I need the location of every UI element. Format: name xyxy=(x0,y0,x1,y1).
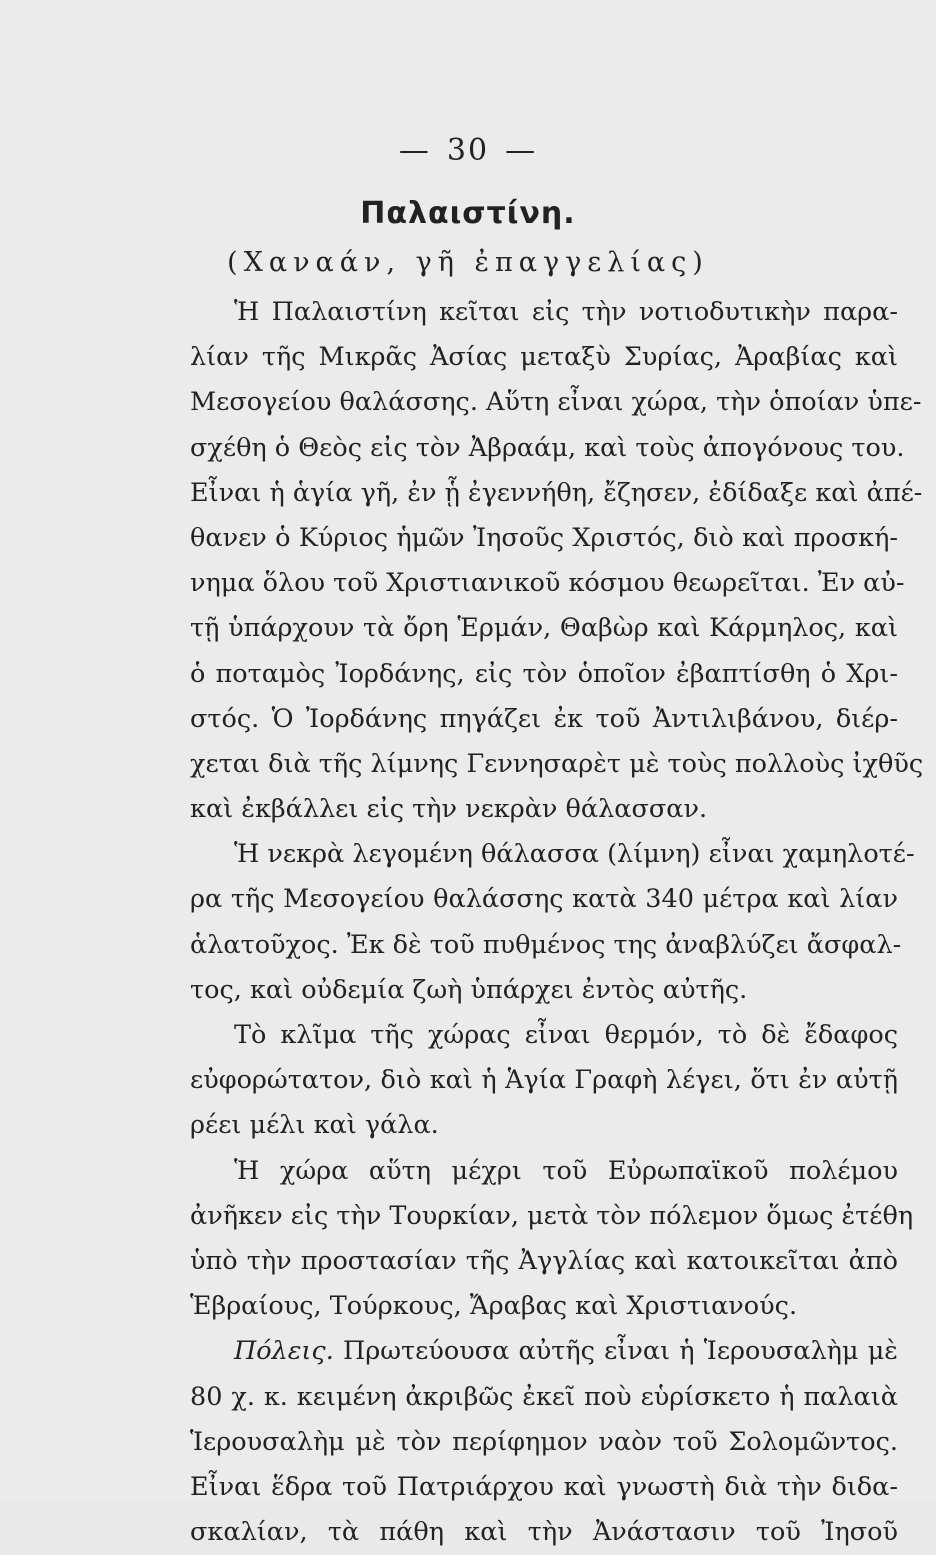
text-line xyxy=(190,1013,898,1058)
page-number-dash-right: — xyxy=(505,133,538,168)
text-line xyxy=(190,832,915,877)
text-line-content: ὁ ποταμὸς Ἰορδάνης, εἰς τὸν ὁποῖον ἐβαπτίσθη ὁ Χρι- xyxy=(190,658,898,689)
text-line-content: Εἶναι ἡ ἁγία γῆ, ἐν ᾗ ἐγεννήθη, ἔζησεν, ἐδίδαξε καὶ ἀπέ- xyxy=(190,477,923,508)
text-line xyxy=(190,1239,898,1284)
text-line xyxy=(190,606,898,651)
text-line xyxy=(190,742,924,787)
text-line xyxy=(190,1510,898,1555)
page-number-value: 30 xyxy=(446,133,490,168)
text-line-content: νημα ὅλου τοῦ Χριστιανικοῦ κόσμου θεωρεῖται. Ἐν αὐ- xyxy=(190,568,905,599)
text-line-content: Εἶναι ἕδρα τοῦ Πατριάρχου καὶ γνωστὴ διὰ τὴν διδα- xyxy=(190,1471,898,1502)
text-line xyxy=(190,787,898,832)
text-line-content: θανεν ὁ Κύριος ἡμῶν Ἰησοῦς Χριστός, διὸ καὶ προσκή- xyxy=(190,522,898,553)
text-line-content: 80 χ. κ. κειμένη ἀκριβῶς ἐκεῖ ποὺ εὑρίσκετο ἡ παλαιὰ xyxy=(190,1381,898,1412)
text-line-content: ρέει μέλι καὶ γάλα. xyxy=(190,1110,439,1141)
text-line-content: χεται διὰ τῆς λίμνης Γεννησαρὲτ μὲ τοὺς πολλοὺς ἰχθῦς xyxy=(190,748,924,779)
text-line-content: Ἡ νεκρὰ λεγομένη θάλασσα (λίμνη) εἶναι χαμηλοτέ- xyxy=(234,839,915,870)
text-line-content: τος, καὶ οὐδεμία ζωὴ ὑπάρχει ἐντὸς αὐτῆς. xyxy=(190,974,748,1005)
text-line-content: τῇ ὑπάρχουν τὰ ὄρη Ἑρμάν, Θαβὼρ καὶ Κάρμηλος, καὶ xyxy=(190,613,898,644)
text-line xyxy=(190,1375,898,1420)
text-line xyxy=(190,561,905,606)
page-number-dash-left: — xyxy=(398,133,431,168)
text-line-content: Ἑβραίους, Τούρκους, Ἄραβας καὶ Χριστιανούς. xyxy=(190,1291,798,1322)
text-line xyxy=(190,335,898,380)
text-line-content: καὶ ἐκβάλλει εἰς τὴν νεκρὰν θάλασσαν. xyxy=(190,794,708,825)
text-line xyxy=(190,290,898,335)
text-line xyxy=(190,1420,898,1465)
text-line xyxy=(190,380,922,425)
text-line-content: ἀνῆκεν εἰς τὴν Τουρκίαν, μετὰ τὸν πόλεμον ὅμως ἐτέθη xyxy=(190,1200,914,1231)
text-line-content: Ἱερουσαλὴμ μὲ τὸν περίφημον ναὸν τοῦ Σολομῶντος. xyxy=(190,1426,898,1457)
text-line-content: Μεσογείου θαλάσσης. Αὕτη εἶναι χώρα, τὴν ὁποίαν ὑπε- xyxy=(190,387,922,418)
text-line-content: Ἡ Παλαιστίνη κεῖται εἰς τὴν νοτιοδυτικὴν παρα- xyxy=(234,297,898,327)
text-line xyxy=(190,1194,914,1239)
text-line-content: Ἡ χώρα αὕτη μέχρι τοῦ Εὐρωπαϊκοῦ πολέμου xyxy=(234,1155,898,1186)
body-text xyxy=(190,290,924,1555)
italic-heading: Πόλεις. xyxy=(234,1336,334,1367)
text-line xyxy=(190,1465,898,1510)
text-line-content: λίαν τῆς Μικρᾶς Ἀσίας μεταξὺ Συρίας, Ἀραβίας καὶ xyxy=(190,342,898,373)
text-line-content: Πρωτεύουσα αὐτῆς εἶναι ἡ Ἱερουσαλὴμ μὲ xyxy=(333,1336,898,1367)
text-line-content: σκαλίαν, τὰ πάθη καὶ τὴν Ἀνάστασιν τοῦ Ἰησοῦ xyxy=(190,1517,898,1548)
text-line-content: ὑπὸ τὴν προστασίαν τῆς Ἀγγλίας καὶ κατοικεῖται ἀπὸ xyxy=(190,1245,898,1276)
section-title: Παλαιστίνη. xyxy=(360,196,576,231)
text-line xyxy=(190,1284,898,1329)
text-line xyxy=(190,471,923,516)
text-line-content: στός. Ὁ Ἰορδάνης πηγάζει ἐκ τοῦ Ἀντιλιβάνου, διέρ- xyxy=(190,703,898,734)
text-line-content: ρα τῆς Μεσογείου θαλάσσης κατὰ 340 μέτρα καὶ λίαν xyxy=(190,884,898,915)
text-line xyxy=(190,697,898,742)
text-line-content: σχέθη ὁ Θεὸς εἰς τὸν Ἀβραάμ, καὶ τοὺς ἀπογόνους του. xyxy=(190,432,905,463)
page-number xyxy=(0,133,936,168)
section-subtitle: (Χαναάν, γῆ ἐπαγγελίας) xyxy=(227,247,709,278)
text-line-content: ἁλατοῦχος. Ἐκ δὲ τοῦ πυθμένος της ἀναβλύζει ἄσφαλ- xyxy=(190,929,902,960)
text-line xyxy=(190,516,898,561)
text-line xyxy=(190,877,898,922)
text-line xyxy=(190,426,905,471)
text-line xyxy=(190,923,902,968)
text-line-content: εὐφορώτατον, διὸ καὶ ἡ Ἁγία Γραφὴ λέγει, ὅτι ἐν αὐτῇ xyxy=(190,1065,898,1096)
text-line xyxy=(190,1058,898,1103)
text-line xyxy=(190,1329,898,1374)
text-line xyxy=(190,652,898,697)
text-line xyxy=(190,1103,898,1148)
text-line xyxy=(190,968,898,1013)
text-line-content: Τὸ κλῖμα τῆς χώρας εἶναι θερμόν, τὸ δὲ ἔδαφος xyxy=(234,1020,898,1050)
text-line xyxy=(190,1149,898,1194)
